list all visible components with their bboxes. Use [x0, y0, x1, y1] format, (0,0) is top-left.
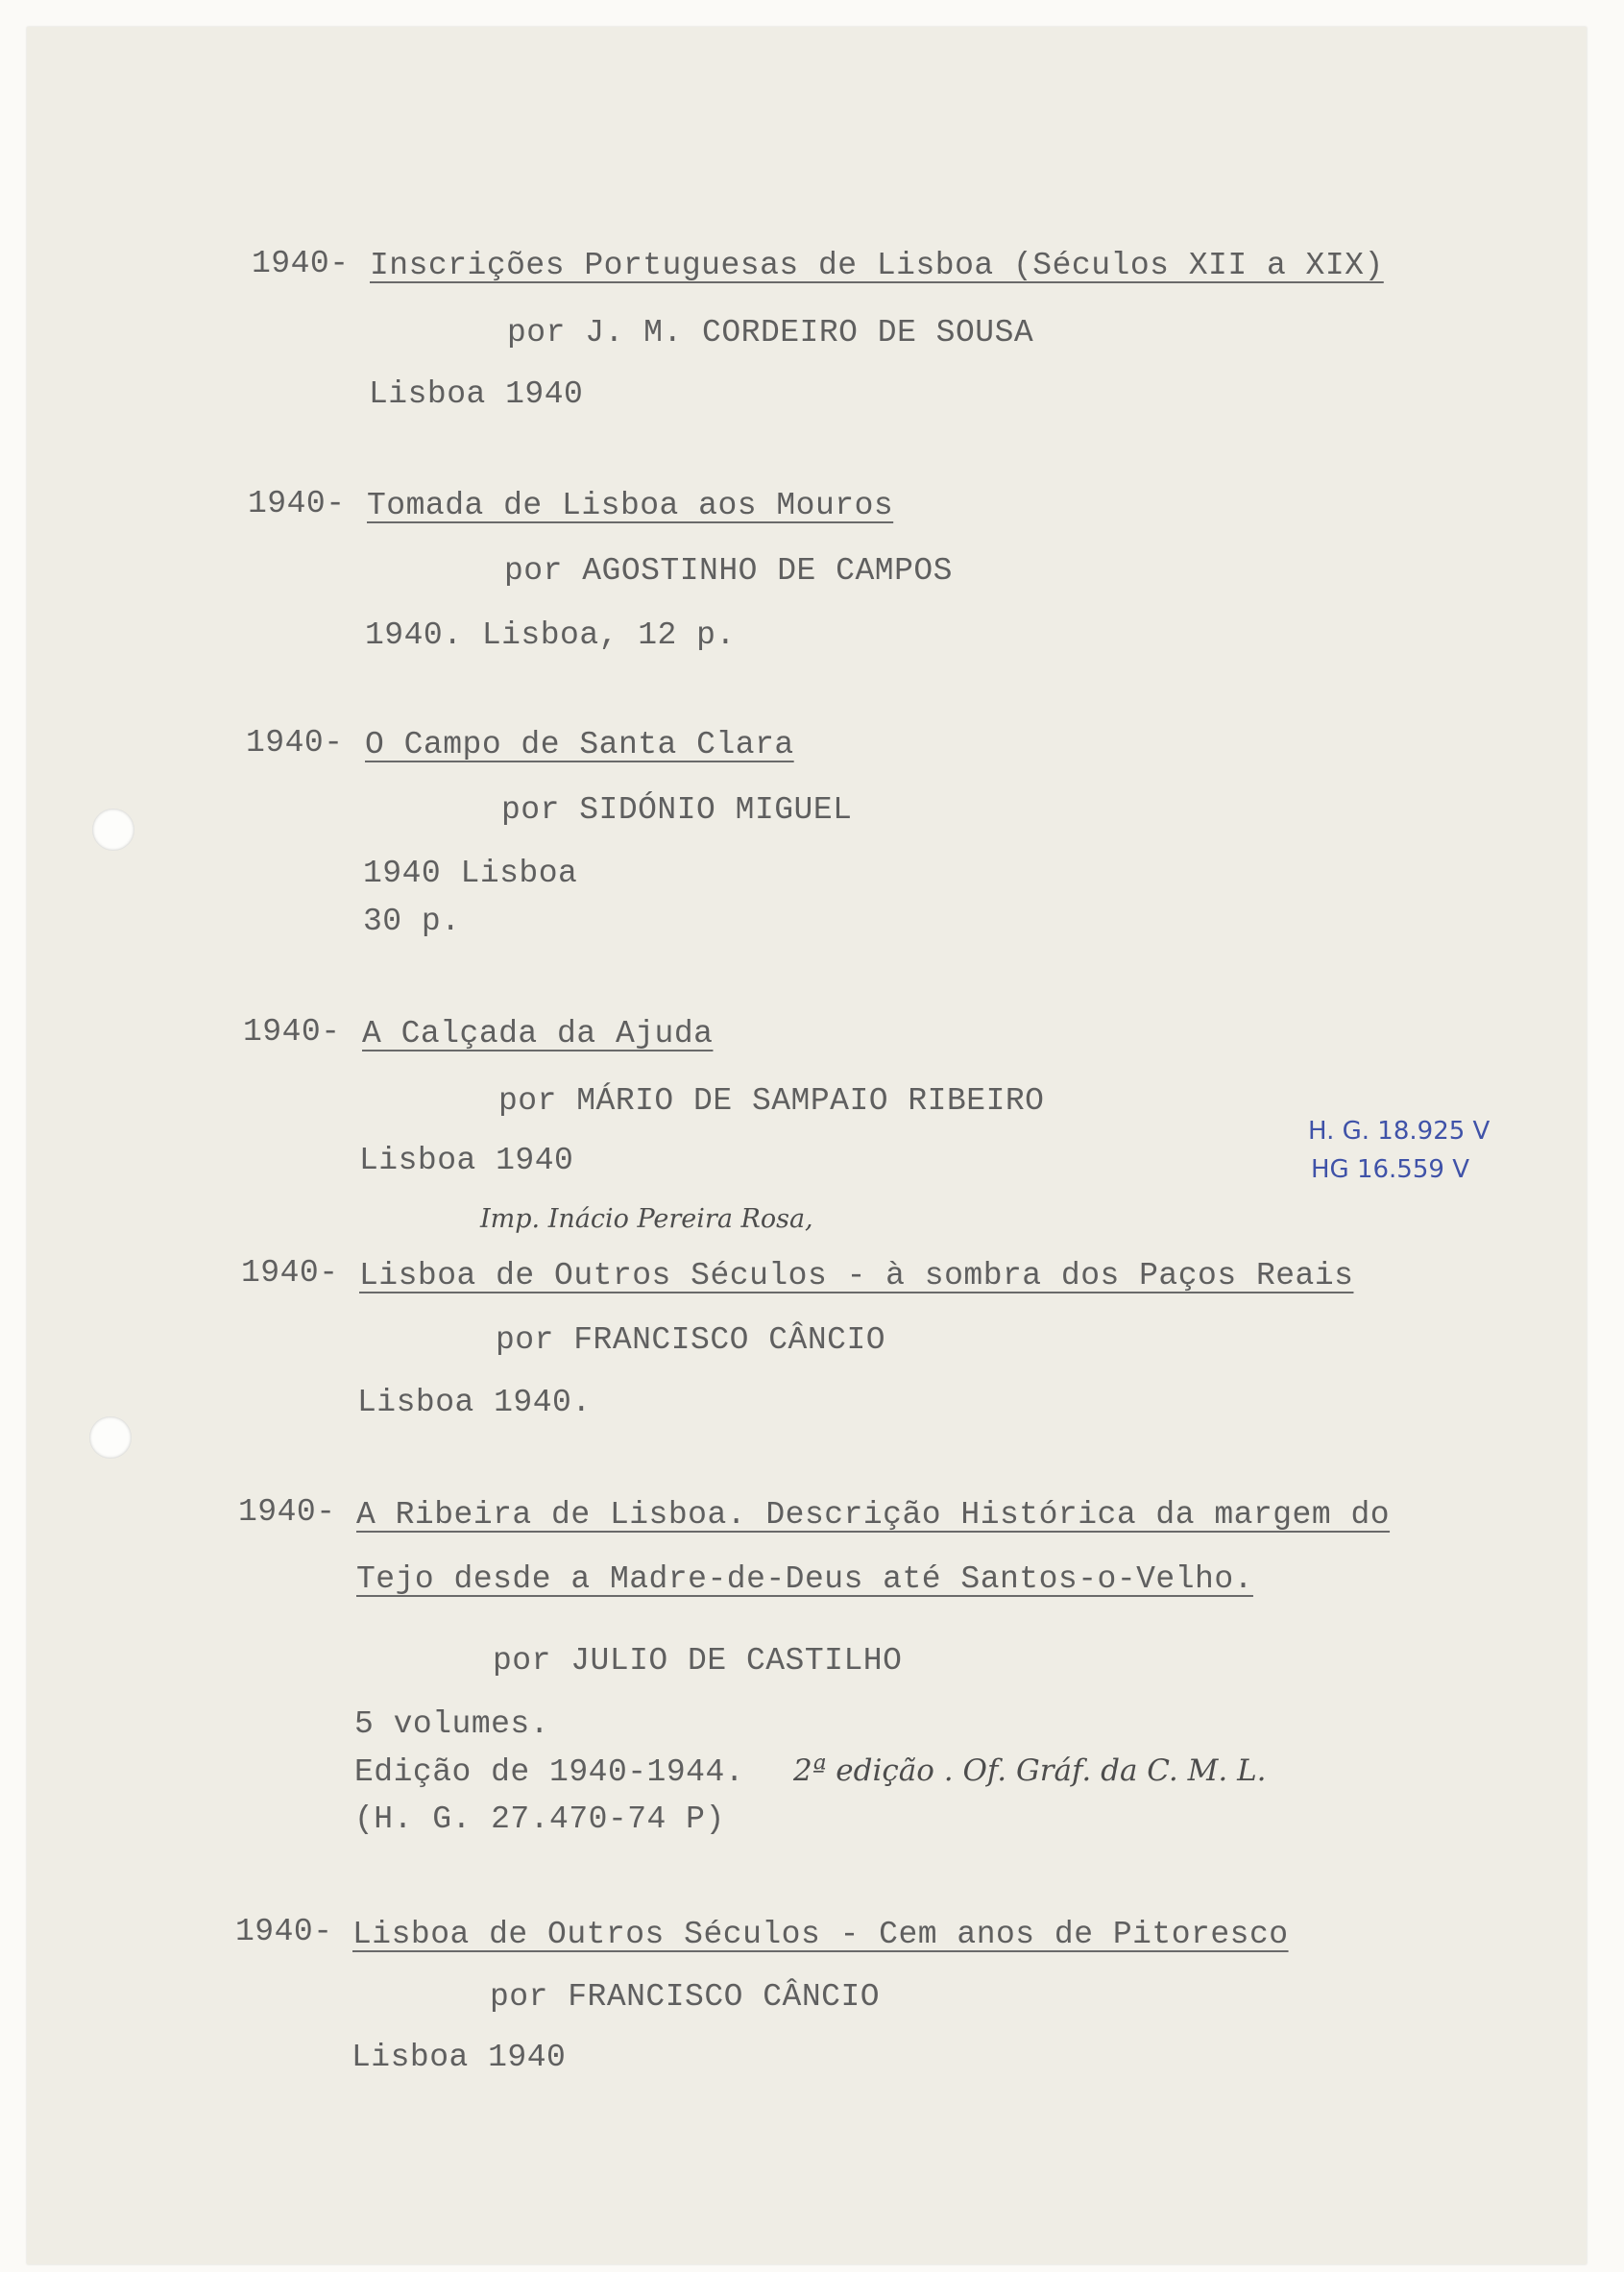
entry-detail: Edição de 1940-1944.	[354, 1754, 745, 1790]
entry-detail: 1940. Lisboa, 12 p.	[365, 617, 736, 653]
entry-detail: Lisboa 1940	[351, 2040, 567, 2075]
entry-title: A Ribeira de Lisboa. Descrição Histórica da margem do	[356, 1497, 1391, 1533]
entry-year: 1940-	[252, 246, 350, 281]
entry-year: 1940-	[246, 725, 344, 761]
entry-year: 1940-	[238, 1494, 336, 1530]
entry-author: por MÁRIO DE SAMPAIO RIBEIRO	[498, 1083, 1045, 1119]
entry-year: 1940-	[241, 1255, 339, 1291]
entry-title: Tomada de Lisboa aos Mouros	[367, 488, 894, 523]
entry-title-continued: Tejo desde a Madre-de-Deus até Santos-o-Velho.	[356, 1561, 1253, 1597]
punch-hole	[89, 1416, 132, 1459]
entry-author: por J. M. CORDEIRO DE SOUSA	[507, 315, 1034, 350]
entry-year: 1940-	[235, 1914, 333, 1949]
entry-year: 1940-	[243, 1014, 341, 1050]
entry-detail: Lisboa 1940	[369, 376, 584, 412]
call-number-annotation: H. G. 18.925 V	[1308, 1117, 1491, 1146]
imprint-annotation: Imp. Inácio Pereira Rosa,	[480, 1204, 813, 1234]
edition-annotation: 2ª edição . Of. Gráf. da C. M. L.	[793, 1753, 1267, 1788]
entry-author: por JULIO DE CASTILHO	[493, 1643, 903, 1679]
entry-title: Lisboa de Outros Séculos - à sombra dos Paços Reais	[359, 1258, 1354, 1293]
entry-author: por AGOSTINHO DE CAMPOS	[504, 553, 953, 589]
entry-author: por FRANCISCO CÂNCIO	[496, 1322, 886, 1358]
entry-detail: Lisboa 1940	[359, 1143, 574, 1178]
entry-title: Lisboa de Outros Séculos - Cem anos de Pitoresco	[352, 1917, 1289, 1952]
entry-title: A Calçada da Ajuda	[362, 1016, 714, 1051]
punch-hole	[92, 809, 134, 851]
entry-author: por FRANCISCO CÂNCIO	[490, 1979, 881, 2015]
entry-detail: 1940 Lisboa	[363, 856, 578, 891]
entry-detail: (H. G. 27.470-74 P)	[354, 1801, 725, 1837]
entry-year: 1940-	[248, 486, 346, 521]
entry-title: Inscrições Portuguesas de Lisboa (Séculos XII a XIX)	[370, 248, 1384, 283]
entry-detail: 30 p.	[363, 904, 461, 939]
entry-author: por SIDÓNIO MIGUEL	[501, 792, 853, 828]
entry-detail: 5 volumes.	[354, 1706, 550, 1742]
entry-title: O Campo de Santa Clara	[365, 727, 794, 762]
call-number-annotation: HG 16.559 V	[1311, 1155, 1469, 1184]
entry-detail: Lisboa 1940.	[357, 1385, 592, 1420]
